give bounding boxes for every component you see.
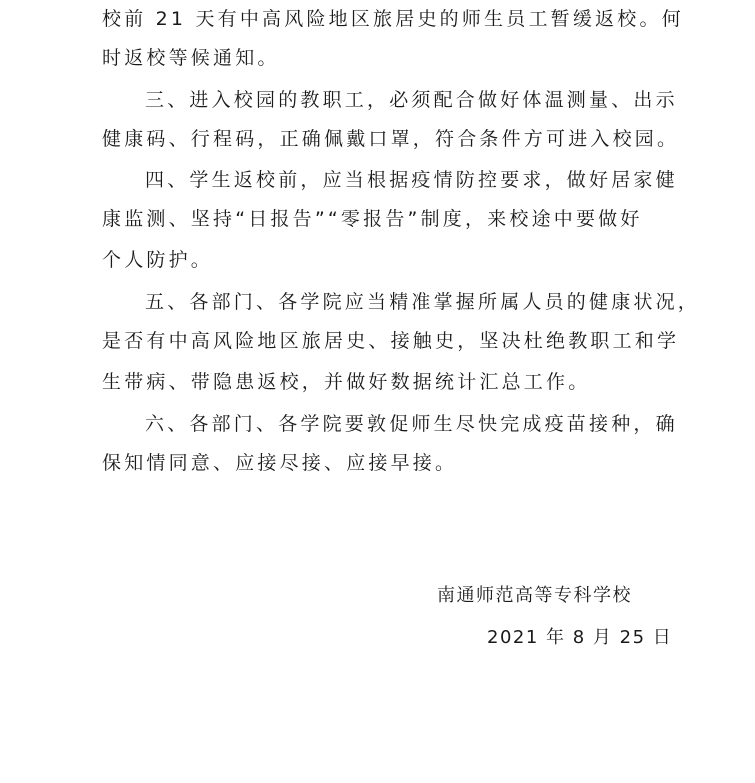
paragraph-3-line: 健康码、行程码，正确佩戴口罩，符合条件方可进入校园。 xyxy=(102,128,680,150)
paragraph-4-line: 康监测、坚持“日报告”“零报告”制度，来校途中要做好 xyxy=(102,208,643,230)
paragraph-3-line: 三、进入校园的教职工，必须配合做好体温测量、出示 xyxy=(145,89,678,111)
paragraph-5-line: 是否有中高风险地区旅居史、接触史，坚决杜绝教职工和学 xyxy=(102,330,680,352)
paragraph-6-line: 保知情同意、应接尽接、应接早接。 xyxy=(102,452,458,474)
text-line: 校前 21 天有中高风险地区旅居史的师生员工暂缓返校。何 xyxy=(102,8,684,30)
signature-institution: 南通师范高等专科学校 xyxy=(437,585,632,606)
paragraph-5-line: 五、各部门、各学院应当精准掌握所属人员的健康状况， xyxy=(145,291,701,313)
paragraph-4-line: 个人防护。 xyxy=(102,249,214,271)
paragraph-5-line: 生带病、带隐患返校，并做好数据统计汇总工作。 xyxy=(102,371,591,393)
paragraph-6-line: 六、各部门、各学院要敦促师生尽快完成疫苗接种，确 xyxy=(145,413,678,435)
text-line: 时返校等候通知。 xyxy=(102,47,280,69)
paragraph-4-line: 四、学生返校前，应当根据疫情防控要求，做好居家健 xyxy=(145,169,678,191)
signature-date: 2021 年 8 月 25 日 xyxy=(487,627,673,648)
